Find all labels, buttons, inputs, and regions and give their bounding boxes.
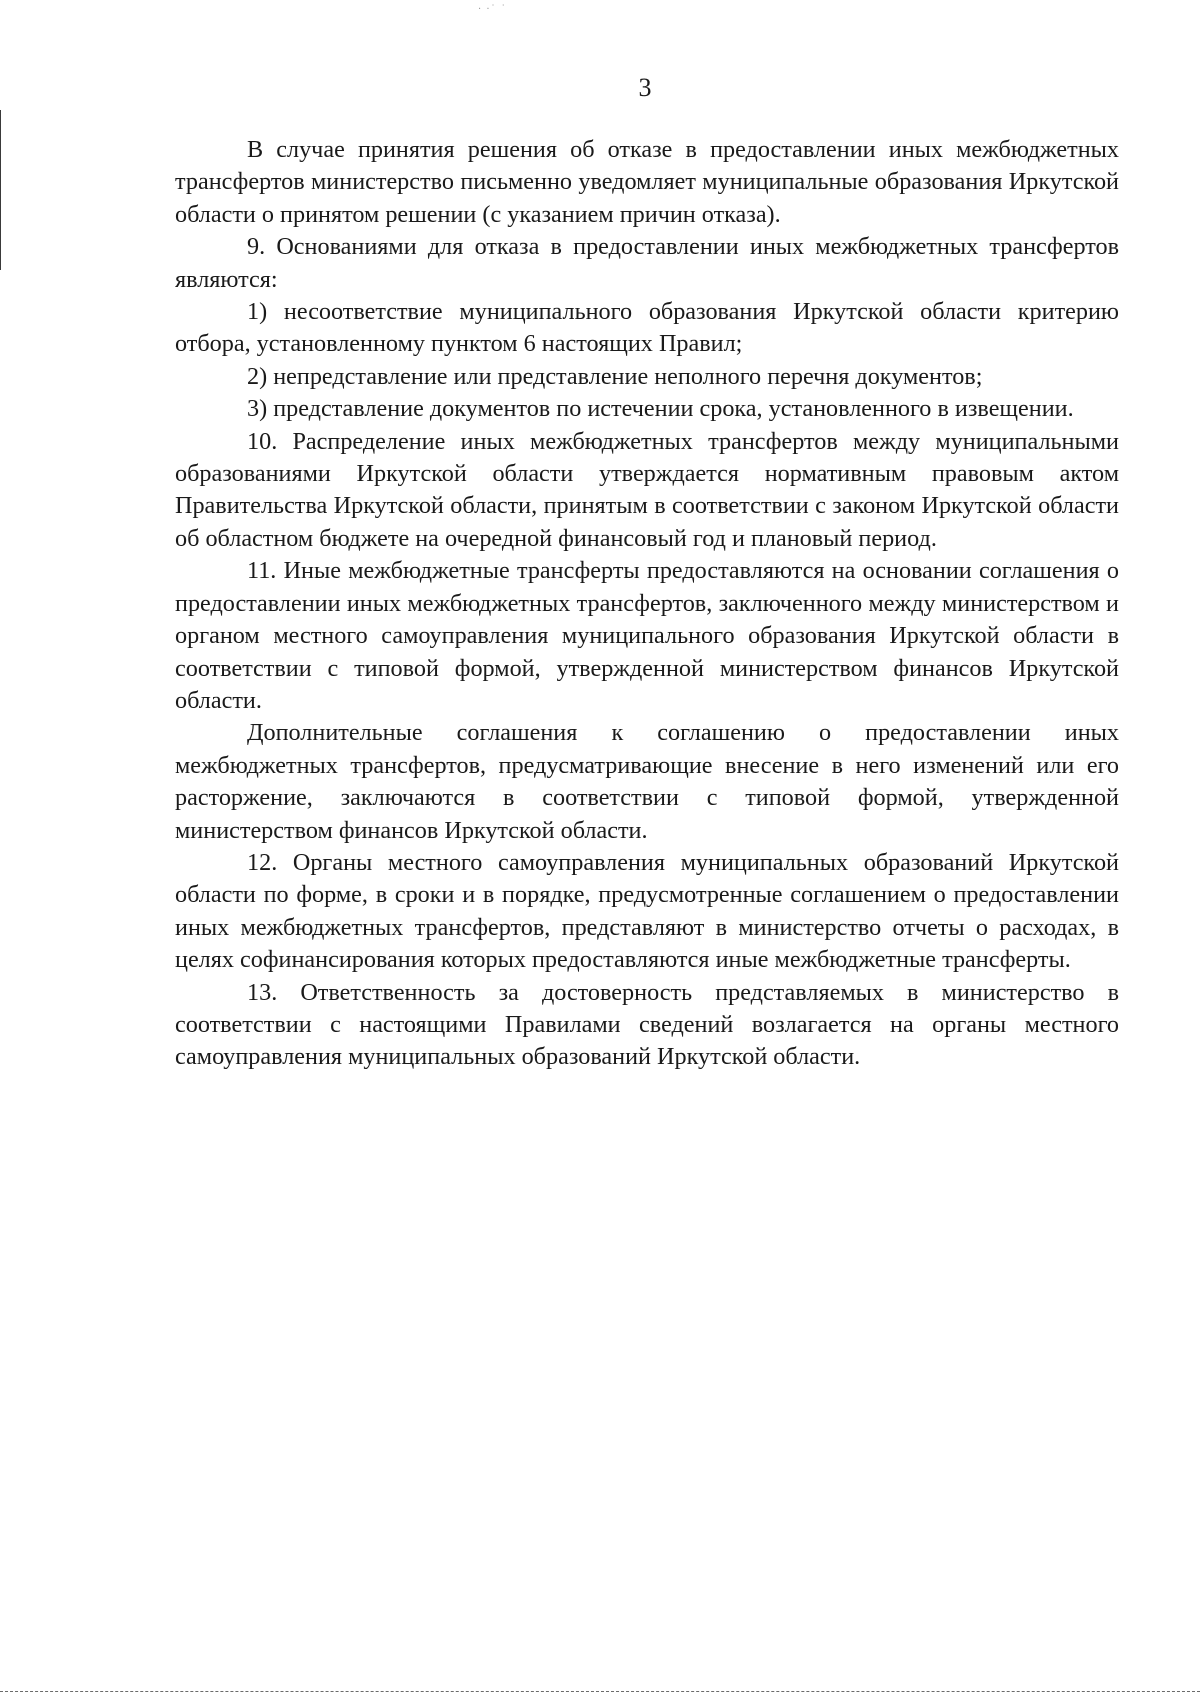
- paragraph-10: 10. Распределение иных межбюджетных трансфертов между муниципальными образованиями Иркутской области утверждается нормативным правовым актом Правительства Иркутской области, принятым в соответствии с законом Иркутской области об областном бюджете на очередной финансовый год и плановый период.: [175, 427, 1119, 552]
- paragraph-12: 12. Органы местного самоуправления муниципальных образований Иркутской области по форме, в сроки и в порядке, предусмотренные соглашением о предоставлении иных межбюджетных трансфертов, представляют в министерство отчеты о расходах, в целях софинансирования которых предоставляются иные межбюджетные трансферты.: [175, 848, 1119, 974]
- document-body: [175, 134, 1119, 1074]
- paragraph-refusal-notice: В случае принятия решения об отказе в предоставлении иных межбюджетных трансфертов министерство письменно уведомляет муниципальные образования Иркутской области о принятом решении (с указанием причин отказа).: [175, 136, 1119, 228]
- scan-edge-bottom: [0, 1691, 1200, 1692]
- scan-artifact-mark: · ·˙ ˙: [478, 4, 507, 15]
- paragraph-11-supplementary: Дополнительные соглашения к соглашению о предоставлении иных межбюджетных трансфертов, предусматривающие внесение в него изменений или его расторжение, заключаются в соответствии с типовой формой, утвержденной министерством финансов Иркутской области.: [175, 719, 1119, 844]
- scan-edge-left: [0, 110, 1, 270]
- page-number: 3: [638, 73, 652, 102]
- paragraph-9-item-3: 3) представление документов по истечении срока, установленного в извещении.: [247, 395, 1074, 423]
- paragraph-9-item-2: 2) непредставление или представление неполного перечня документов;: [247, 362, 983, 390]
- paragraph-13: 13. Ответственность за достоверность представляемых в министерство в соответствии с настоящими Правилами сведений возлагается на органы местного самоуправления муниципальных образований Иркутской области.: [175, 978, 1119, 1071]
- paragraph-9-item-1: 1) несоответствие муниципального образования Иркутской области критерию отбора, установленному пунктом 6 настоящих Правил;: [175, 298, 1119, 358]
- paragraph-9: 9. Основаниями для отказа в предоставлении иных межбюджетных трансфертов являются:: [175, 233, 1119, 293]
- paragraph-11: 11. Иные межбюджетные трансферты предоставляются на основании соглашения о предоставлении иных межбюджетных трансфертов, заключенного между министерством и органом местного самоуправления муниципального образования Иркутской области в соответствии с типовой формой, утвержденной министерством финансов Иркутской области.: [175, 557, 1119, 714]
